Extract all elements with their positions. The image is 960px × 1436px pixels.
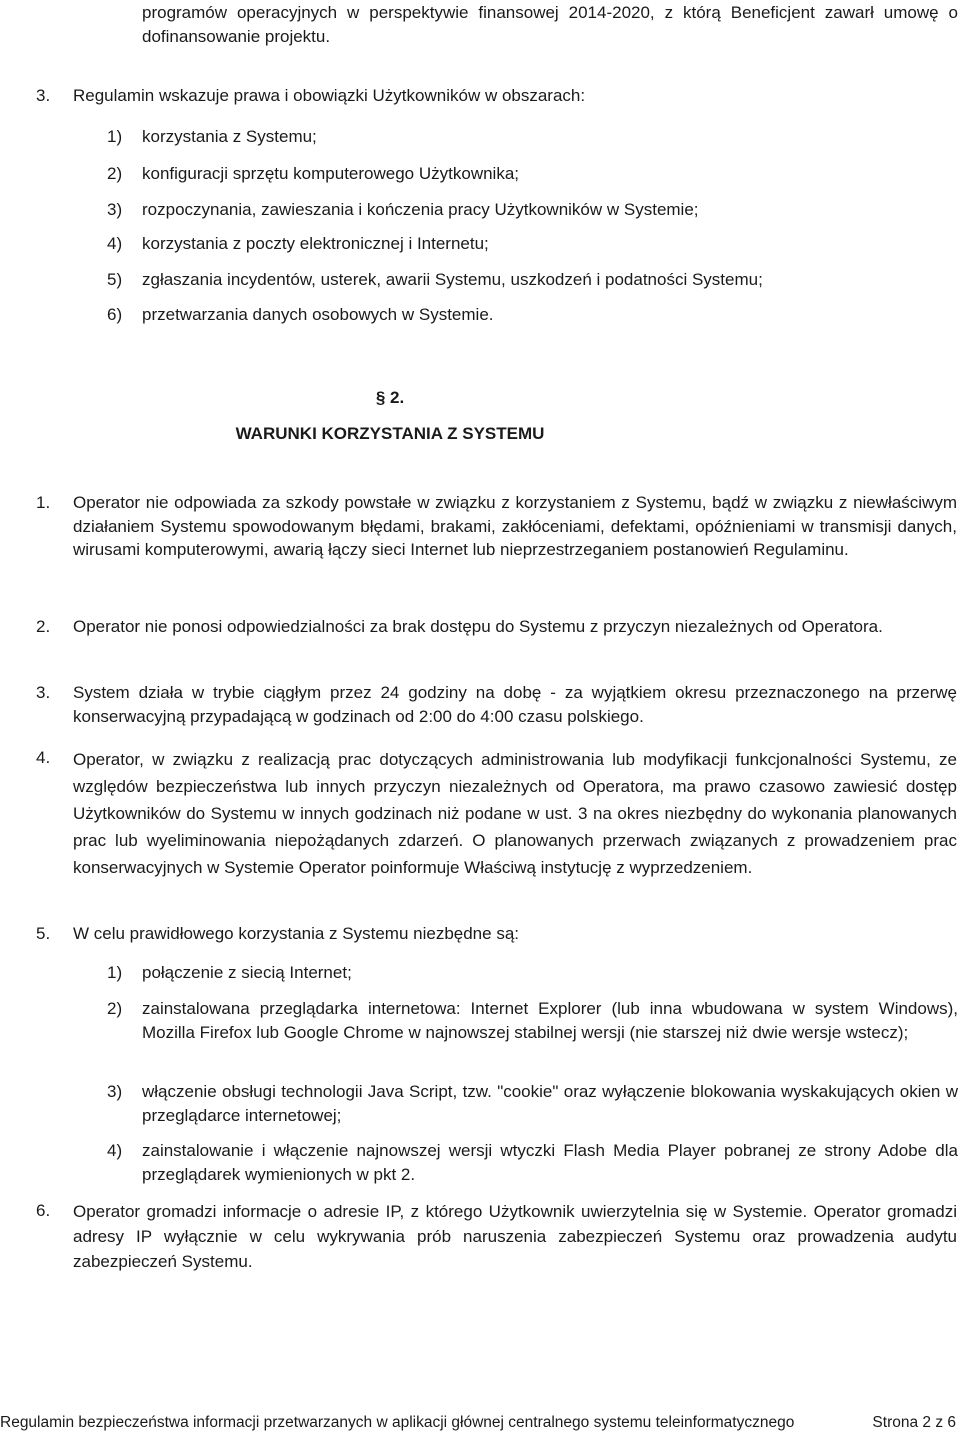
- intro-text: programów operacyjnych w perspektywie finansowej 2014-2020, z którą Beneficjent zawarł umowę o dofinansowanie projektu.: [142, 3, 958, 46]
- paragraph4-text: Operator, w związku z realizacją prac dotyczących administrowania lub modyfikacji funkcjonalności Systemu, ze względów bezpieczeństwa lub innych przyczyn niezależnych od Operatora, ma prawo czasowo zawiesić dostęp Użytkowników do Systemu w innych godzinach niż podane w ust. 3 na okres niezbędny do wykonania planowanych prac lub wyeliminowania niepożądanych zdarzeń. O planowanych przerwach związanych z prowadzeniem prac konserwacyjnych w Systemie Operator poinformuje Właściwą instytucję z wyprzedzeniem.: [73, 750, 957, 877]
- item3-sub1-number: 1): [107, 127, 123, 146]
- item3-sub3-text: rozpoczynania, zawieszania i kończenia pracy Użytkowników w Systemie;: [142, 200, 699, 219]
- item3-sub6-text: przetwarzania danych osobowych w Systemie.: [142, 305, 494, 324]
- requirement2-number: 2): [107, 999, 123, 1018]
- item3-sub1-text: korzystania z Systemu;: [142, 127, 317, 146]
- section-title: WARUNKI KORZYSTANIA Z SYSTEMU: [235, 424, 545, 443]
- item3-sub6-number: 6): [107, 305, 123, 324]
- paragraph4-number: 4.: [36, 748, 51, 767]
- requirement4-number: 4): [107, 1141, 123, 1160]
- item3-sub2-number: 2): [107, 164, 123, 183]
- paragraph3-number: 3.: [36, 683, 51, 702]
- section-number-value: 2.: [390, 388, 405, 407]
- item3-sub5-number: 5): [107, 270, 123, 289]
- paragraph1-text: Operator nie odpowiada za szkody powstałe w związku z korzystaniem z Systemu, bądź w związku z niewłaściwym działaniem Systemu spowodowanym błędami, brakami, zakłóceniami, defektami, opóźnieniami w transmisji danych, wirusami komputerowymi, awarią łączy sieci Internet lub nieprzestrzeganiem postanowień Regulaminu.: [73, 493, 957, 559]
- requirement1-number: 1): [107, 963, 123, 982]
- requirement3-text: włączenie obsługi technologii Java Script, tzw. "cookie" oraz wyłączenie blokowania wyskakujących okien w przeglądarce internetowej;: [142, 1082, 958, 1125]
- paragraph2-number: 2.: [36, 617, 51, 636]
- item3-sub5-text: zgłaszania incydentów, usterek, awarii Systemu, uszkodzeń i podatności Systemu;: [142, 270, 763, 289]
- paragraph5-number: 5.: [36, 924, 51, 943]
- requirement2-text: zainstalowana przeglądarka internetowa: Internet Explorer (lub inna wbudowana w system Windows), Mozilla Firefox lub Google Chrome w najnowszej stabilnej wersji (nie starszej niż dwie wersje wstecz);: [142, 999, 958, 1042]
- paragraph3-text: System działa w trybie ciągłym przez 24 godziny na dobę - za wyjątkiem okresu przeznaczonego na przerwę konserwacyjną przypadającą w godzinach od 2:00 do 4:00 czasu polskiego.: [73, 683, 957, 726]
- paragraph6-text: Operator gromadzi informacje o adresie IP, z którego Użytkownik uwierzytelnia się w Systemie. Operator gromadzi adresy IP wyłącznie w celu wykrywania prób naruszenia zabezpieczeń Systemu oraz prowadzenia audytu zabezpieczeń Systemu.: [73, 1202, 957, 1271]
- footer-page-number: Strona 2 z 6: [872, 1414, 956, 1431]
- paragraph1-number: 1.: [36, 493, 51, 512]
- requirement1-text: połączenie z siecią Internet;: [142, 963, 352, 982]
- paragraph6-number: 6.: [36, 1201, 51, 1220]
- requirement3-number: 3): [107, 1082, 123, 1101]
- requirement4-text: zainstalowanie i włączenie najnowszej wersji wtyczki Flash Media Player pobranej ze strony Adobe dla przeglądarek wymienionych w pkt 2.: [142, 1141, 958, 1184]
- paragraph5-text: W celu prawidłowego korzystania z Systemu niezbędne są:: [73, 924, 519, 943]
- item3-sub4-text: korzystania z poczty elektronicznej i Internetu;: [142, 234, 489, 253]
- item3-sub2-text: konfiguracji sprzętu komputerowego Użytkownika;: [142, 164, 520, 183]
- footer-document-title: Regulamin bezpieczeństwa informacji przetwarzanych w aplikacji głównej centralnego systemu teleinformatycznego: [0, 1414, 795, 1431]
- item3-sub3-number: 3): [107, 200, 123, 219]
- item3-text: Regulamin wskazuje prawa i obowiązki Użytkowników w obszarach:: [73, 86, 586, 105]
- item3-sub4-number: 4): [107, 234, 123, 253]
- section-number: [0, 386, 780, 410]
- item3-number: 3.: [36, 86, 51, 105]
- paragraph2-text: Operator nie ponosi odpowiedzialności za brak dostępu do Systemu z przyczyn niezależnych od Operatora.: [73, 617, 883, 636]
- section-sign: §: [375, 388, 390, 407]
